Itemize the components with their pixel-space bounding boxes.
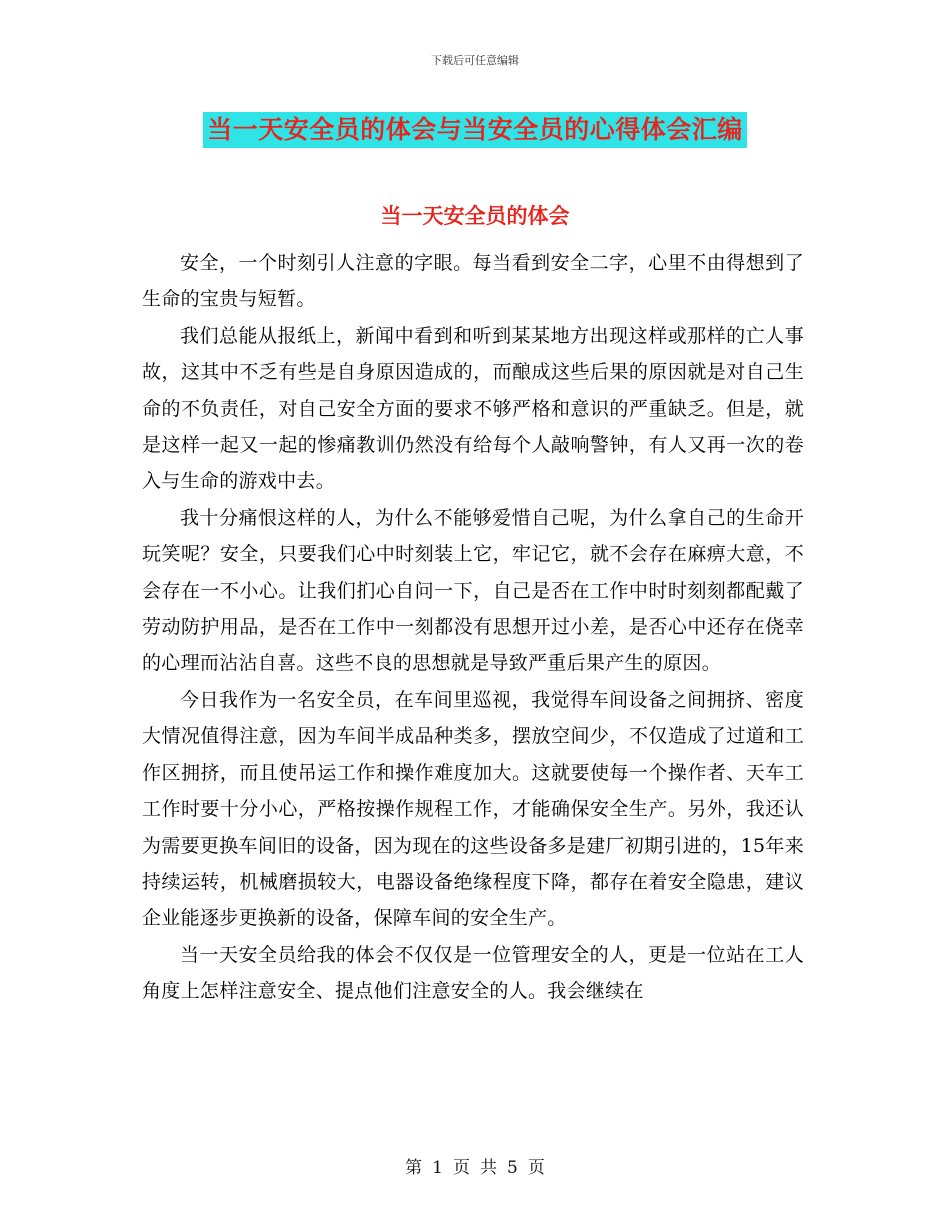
- section-title: 当一天安全员的体会: [380, 204, 570, 228]
- page-prefix: 第: [405, 1158, 423, 1178]
- total-suffix: 页: [527, 1158, 545, 1178]
- paragraph: 我们总能从报纸上，新闻中看到和听到某某地方出现这样或那样的亡人事故，这其中不乏有些是自身原因造成的，而酿成这些后果的原因就是对自己生命的不负责任，对自己安全方面的要求不够严格和意识的严重缺乏。但是，就是这样一起又一起的惨痛教训仍然没有给每个人敲响警钟，有人又再一次的卷入与生命的游戏中去。: [142, 324, 804, 493]
- page-label: 页: [453, 1158, 470, 1178]
- main-title-container: [0, 112, 950, 148]
- document-title: 当一天安全员的体会与当安全员的心得体会汇编: [203, 112, 747, 148]
- header-note: 下载后可任意编辑: [431, 54, 519, 67]
- document-body: [142, 245, 804, 1010]
- page-number: 1: [432, 1158, 443, 1178]
- total-prefix: 共: [480, 1158, 497, 1178]
- paragraph: 当一天安全员给我的体会不仅仅是一位管理安全的人，更是一位站在工人角度上怎样注意安全、提点他们注意安全的人。我会继续在: [142, 943, 804, 1003]
- paragraph: 我十分痛恨这样的人，为什么不能够爱惜自己呢，为什么拿自己的生命开玩笑呢？安全，只要我们心中时刻装上它，牢记它，就不会存在麻痹大意，不会存在一不小心。让我们扪心自问一下，自己是否在工作中时时刻刻都配戴了劳动防护用品，是否在工作中一刻都没有思想开过小差，是否心中还存在侥幸的心理而沾沾自喜。这些不良的思想就是导致严重后果产生的原因。: [142, 506, 804, 675]
- page-footer: [0, 1153, 950, 1178]
- page-total: 5: [507, 1158, 518, 1178]
- paragraph: 今日我作为一名安全员，在车间里巡视，我觉得车间设备之间拥挤、密度大情况值得注意，因为车间半成品种类多，摆放空间少，不仅造成了过道和工作区拥挤，而且使吊运工作和操作难度加大。这就要使每一个操作者、天车工工作时要十分小心，严格按操作规程工作，才能确保安全生产。另外，我还认为需要更换车间旧的设备，因为现在的这些设备多是建厂初期引进的，15年来持续运转，机械磨损较大，电器设备绝缘程度下降，都存在着安全隐患，建议企业能逐步更换新的设备，保障车间的安全生产。: [142, 688, 804, 930]
- paragraph: 安全，一个时刻引人注意的字眼。每当看到安全二字，心里不由得想到了生命的宝贵与短暂。: [142, 252, 804, 311]
